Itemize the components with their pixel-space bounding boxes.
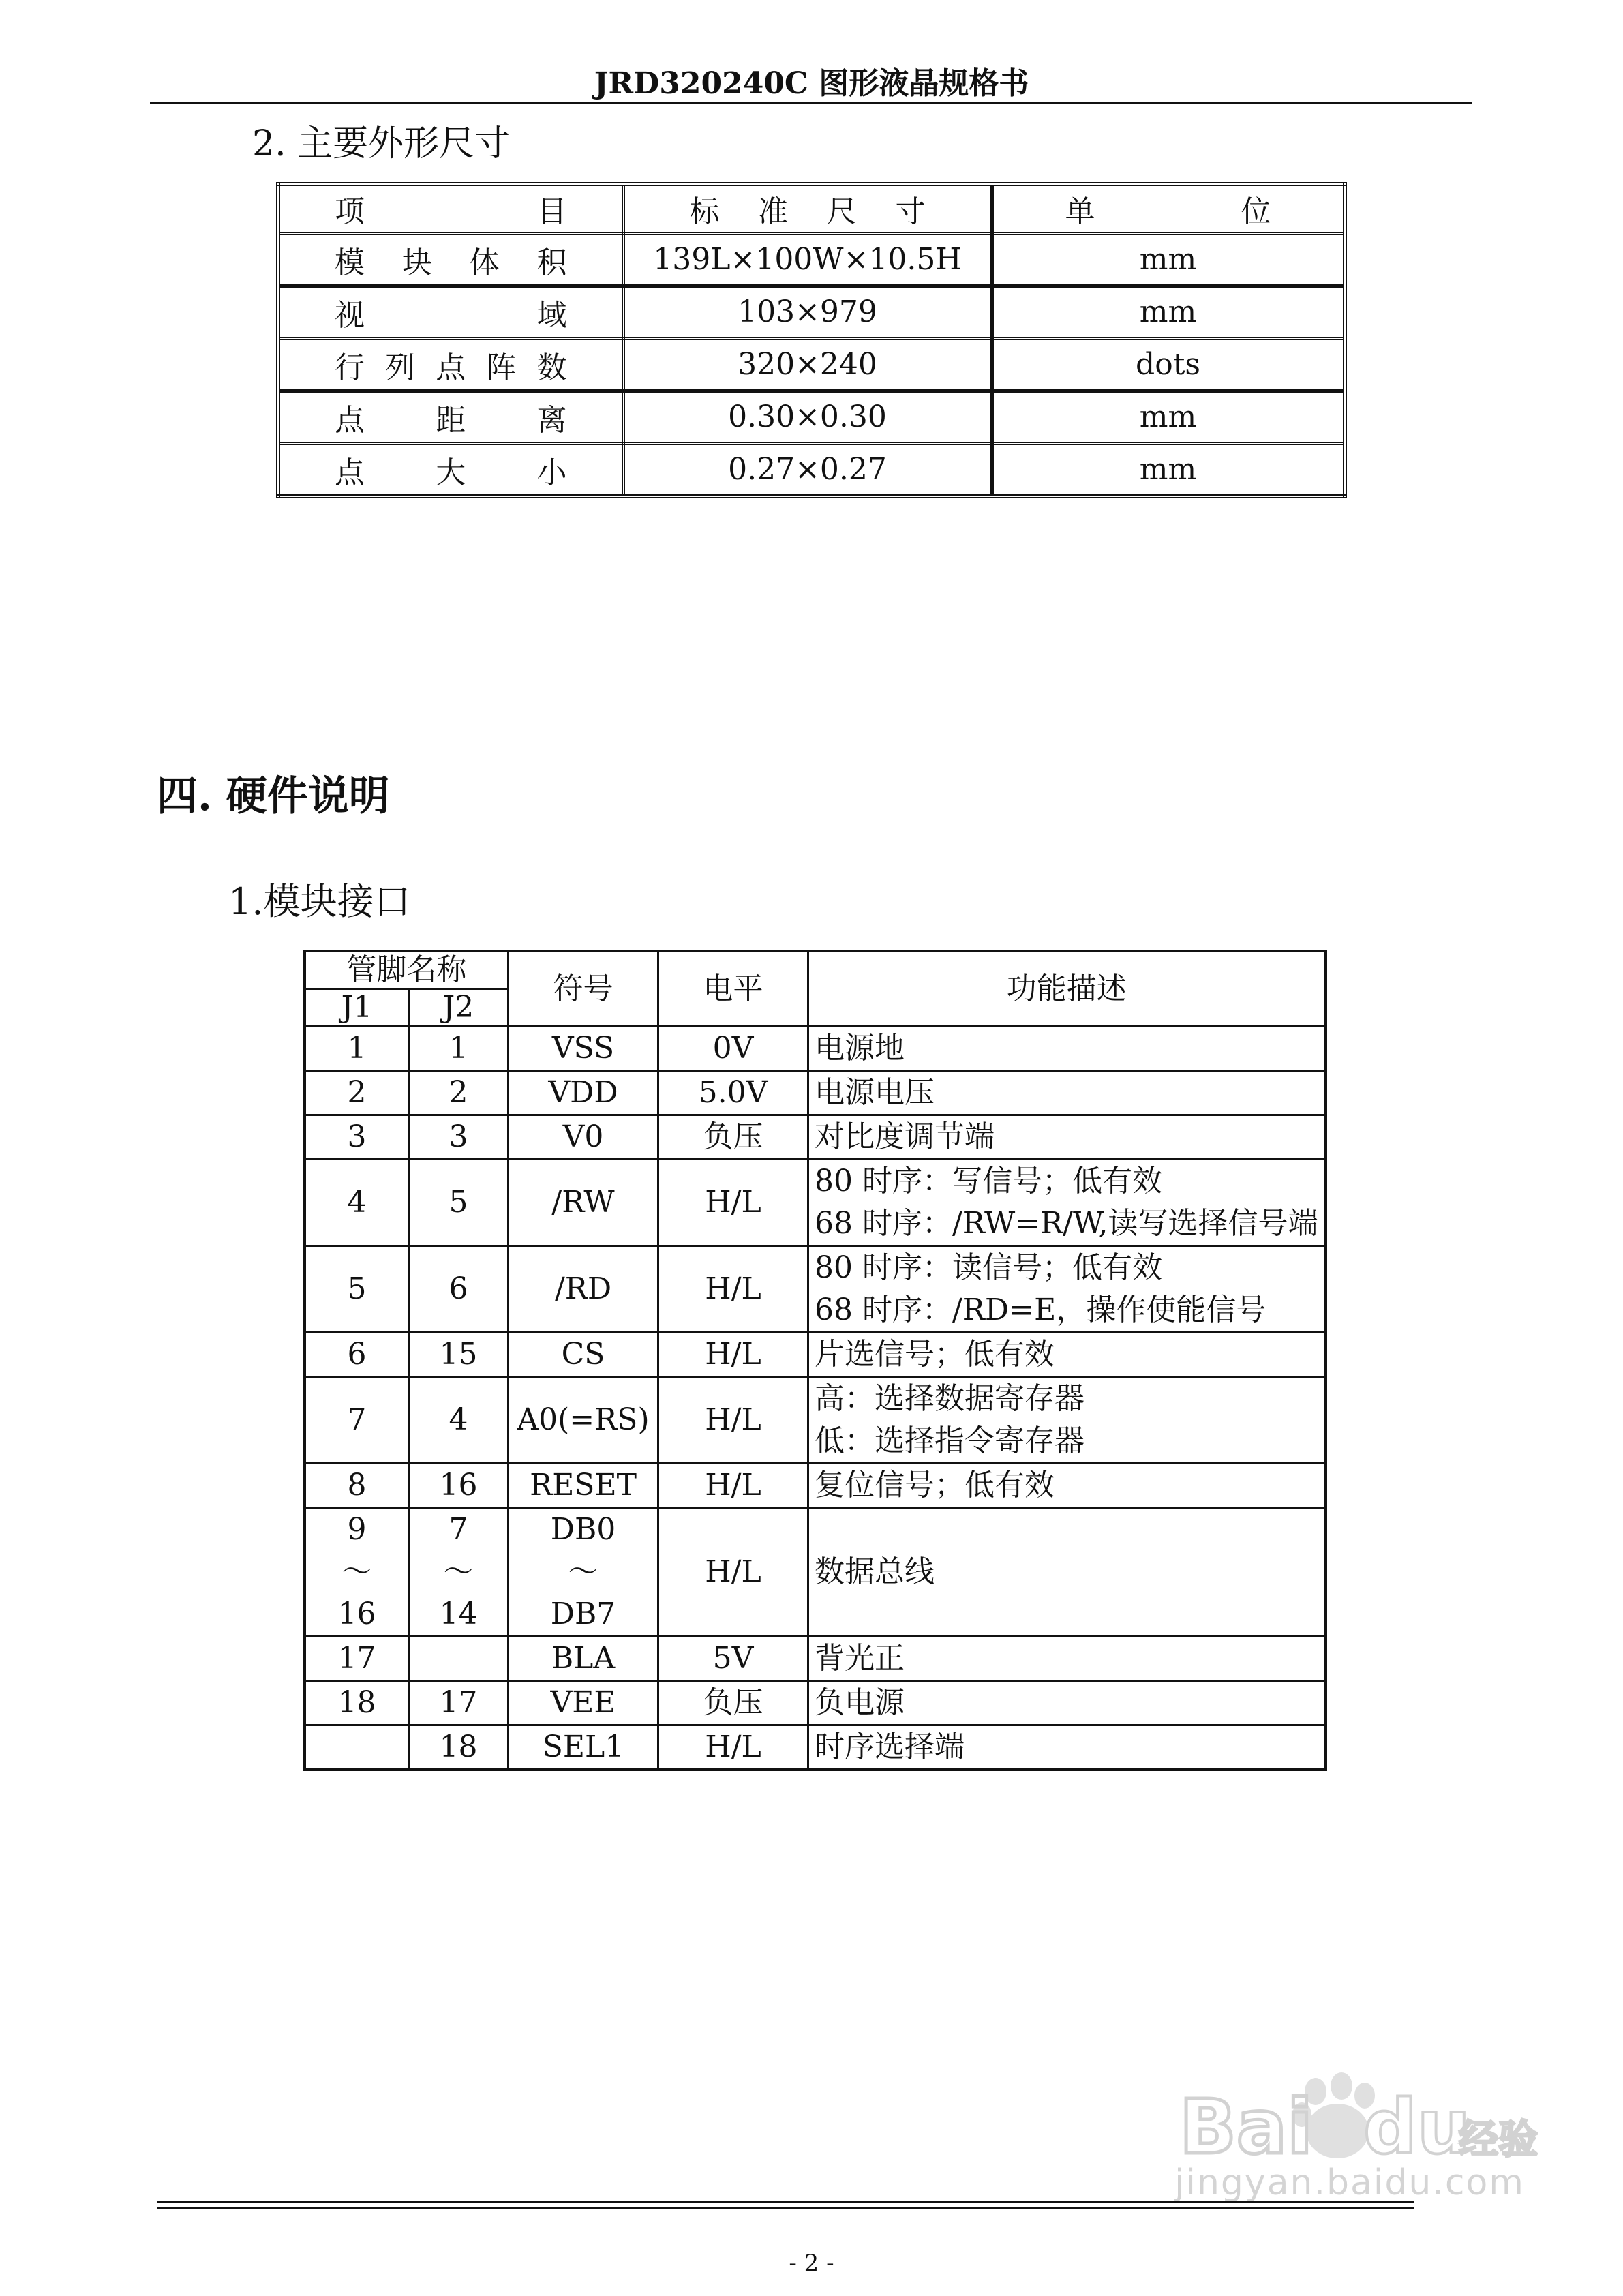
dimensions-value: 320×240 [623, 338, 992, 391]
function-cell: 复位信号；低有效 [808, 1464, 1326, 1508]
symbol-header: 符号 [509, 951, 658, 1027]
table-row [305, 1508, 1326, 1637]
table-row [305, 1637, 1326, 1681]
dimensions-unit: mm [992, 443, 1345, 496]
function-line: 68 时序：/RD=E，操作使能信号 [815, 1293, 1266, 1327]
j1-cell: 4 [305, 1160, 409, 1246]
function-cell: 负电源 [808, 1681, 1326, 1725]
j2-cell: 16 [409, 1464, 509, 1508]
function-cell: 电源电压 [808, 1071, 1326, 1115]
table-row [305, 1464, 1326, 1508]
dimensions-item: 模块体积 [278, 233, 623, 286]
level-header: 电平 [658, 951, 808, 1027]
level-cell: H/L [658, 1160, 808, 1246]
j2-cell: 5 [409, 1160, 509, 1246]
j2-cell: 3 [409, 1115, 509, 1160]
j1-header: J1 [305, 989, 409, 1027]
j1-cell: 1 [305, 1027, 409, 1071]
table-row [305, 1246, 1326, 1333]
j1-cell [305, 1508, 409, 1637]
dimensions-row [278, 391, 1345, 443]
level-cell: 5V [658, 1637, 808, 1681]
dimensions-item: 点距离 [278, 391, 623, 443]
level-cell: H/L [658, 1377, 808, 1464]
dimensions-unit: mm [992, 391, 1345, 443]
level-cell: 0V [658, 1027, 808, 1071]
dimensions-header-standard: 标准尺寸 [623, 184, 992, 233]
function-line: 高：选择数据寄存器 [815, 1381, 1084, 1416]
symbol-cell [509, 1508, 658, 1637]
dimensions-unit: mm [992, 233, 1345, 286]
section-2-title: 2. 主要外形尺寸 [252, 123, 511, 164]
dimensions-item: 视域 [278, 286, 623, 338]
level-cell: 5.0V [658, 1071, 808, 1115]
j1-cell: 3 [305, 1115, 409, 1160]
dimensions-header-unit: 单位 [992, 184, 1345, 233]
symbol-cell: CS [509, 1333, 658, 1377]
j2-cell: 17 [409, 1681, 509, 1725]
j2-cell [409, 1637, 509, 1681]
level-cell: 负压 [658, 1115, 808, 1160]
level-cell: H/L [658, 1333, 808, 1377]
dimensions-unit: dots [992, 338, 1345, 391]
baidu-jingyan-watermark-logo [1159, 2072, 1541, 2168]
j1-cell: 18 [305, 1681, 409, 1725]
table-row [305, 1115, 1326, 1160]
footer-rule [157, 2201, 1414, 2203]
svg-text:Bai: Bai [1179, 2083, 1313, 2168]
table-row [305, 1377, 1326, 1464]
symbol-cell: VEE [509, 1681, 658, 1725]
dimensions-row [278, 443, 1345, 496]
symbol-cell: /RD [509, 1246, 658, 1333]
j2-cell: 1 [409, 1027, 509, 1071]
dimensions-header-item: 项目 [278, 184, 623, 233]
footer-rule [157, 2207, 1414, 2209]
function-cell [808, 1246, 1326, 1333]
j2-cell: 2 [409, 1071, 509, 1115]
dimensions-header-row [278, 184, 1345, 233]
function-cell [808, 1160, 1326, 1246]
function-line: 低：选择指令寄存器 [815, 1423, 1084, 1458]
j2-cell: 15 [409, 1333, 509, 1377]
function-cell: 数据总线 [808, 1508, 1326, 1637]
function-cell: 时序选择端 [808, 1725, 1326, 1770]
dimensions-row [278, 233, 1345, 286]
j1-cell: 5 [305, 1246, 409, 1333]
function-header: 功能描述 [808, 951, 1326, 1027]
level-cell: H/L [658, 1508, 808, 1637]
symbol-cell: VDD [509, 1071, 658, 1115]
j2-cell: 4 [409, 1377, 509, 1464]
j2-line: 14 [439, 1597, 478, 1631]
j1-cell [305, 1725, 409, 1770]
dimensions-unit: mm [992, 286, 1345, 338]
dimensions-item: 点大小 [278, 443, 623, 496]
function-cell: 电源地 [808, 1027, 1326, 1071]
function-line: 80 时序：写信号；低有效 [815, 1164, 1162, 1198]
table-row [305, 1333, 1326, 1377]
header-rule [150, 102, 1472, 104]
j1-cell: 2 [305, 1071, 409, 1115]
symbol-cell: RESET [509, 1464, 658, 1508]
dimensions-value: 0.30×0.30 [623, 391, 992, 443]
function-cell: 对比度调节端 [808, 1115, 1326, 1160]
level-cell: H/L [658, 1464, 808, 1508]
symbol-cell: BLA [509, 1637, 658, 1681]
dimensions-value: 103×979 [623, 286, 992, 338]
module-interface-title: 1.模块接口 [228, 880, 411, 923]
dimensions-row [278, 286, 1345, 338]
page-number: - 2 - [789, 2250, 834, 2277]
dimensions-row [278, 338, 1345, 391]
j1-line: ～ [342, 1554, 372, 1589]
section-4-title: 四. 硬件说明 [157, 772, 390, 820]
function-line: 80 时序：读信号；低有效 [815, 1250, 1162, 1285]
pin-name-header: 管脚名称 [305, 951, 509, 989]
pin-interface-table [303, 950, 1327, 1771]
symbol-cell: /RW [509, 1160, 658, 1246]
table-row [305, 1725, 1326, 1770]
symbol-cell: SEL1 [509, 1725, 658, 1770]
j1-line: 9 [347, 1512, 367, 1547]
level-cell: H/L [658, 1246, 808, 1333]
function-cell [808, 1377, 1326, 1464]
j1-line: 16 [337, 1597, 376, 1631]
dimensions-value: 139L×100W×10.5H [623, 233, 992, 286]
function-cell: 背光正 [808, 1637, 1326, 1681]
symbol-cell: A0(=RS) [509, 1377, 658, 1464]
j1-cell: 8 [305, 1464, 409, 1508]
watermark-url: jingyan.baidu.com [1174, 2162, 1525, 2203]
function-line: 68 时序：/RW=R/W,读写选择信号端 [815, 1206, 1318, 1241]
dimensions-table [276, 182, 1347, 498]
j2-cell: 18 [409, 1725, 509, 1770]
symbol-line: DB0 [550, 1512, 616, 1547]
table-row [305, 1071, 1326, 1115]
symbol-cell: VSS [509, 1027, 658, 1071]
table-row [305, 1027, 1326, 1071]
j2-header: J2 [409, 989, 509, 1027]
j1-cell: 6 [305, 1333, 409, 1377]
function-cell: 片选信号；低有效 [808, 1333, 1326, 1377]
j1-cell: 17 [305, 1637, 409, 1681]
pin-header-row [305, 951, 1326, 989]
dimensions-item: 行列点阵数 [278, 338, 623, 391]
symbol-line: DB7 [550, 1597, 616, 1631]
level-cell: 负压 [658, 1681, 808, 1725]
j2-line: ～ [443, 1554, 474, 1589]
document-header-title: JRD320240C 图形液晶规格书 [594, 66, 1029, 101]
level-cell: H/L [658, 1725, 808, 1770]
j2-cell: 6 [409, 1246, 509, 1333]
svg-text:du: du [1363, 2083, 1471, 2168]
table-row [305, 1681, 1326, 1725]
j1-cell: 7 [305, 1377, 409, 1464]
table-row [305, 1160, 1326, 1246]
dimensions-value: 0.27×0.27 [623, 443, 992, 496]
j2-cell [409, 1508, 509, 1637]
symbol-line: ～ [568, 1554, 598, 1589]
symbol-cell: V0 [509, 1115, 658, 1160]
j2-line: 7 [449, 1512, 468, 1547]
svg-text:经验: 经验 [1459, 2116, 1538, 2162]
